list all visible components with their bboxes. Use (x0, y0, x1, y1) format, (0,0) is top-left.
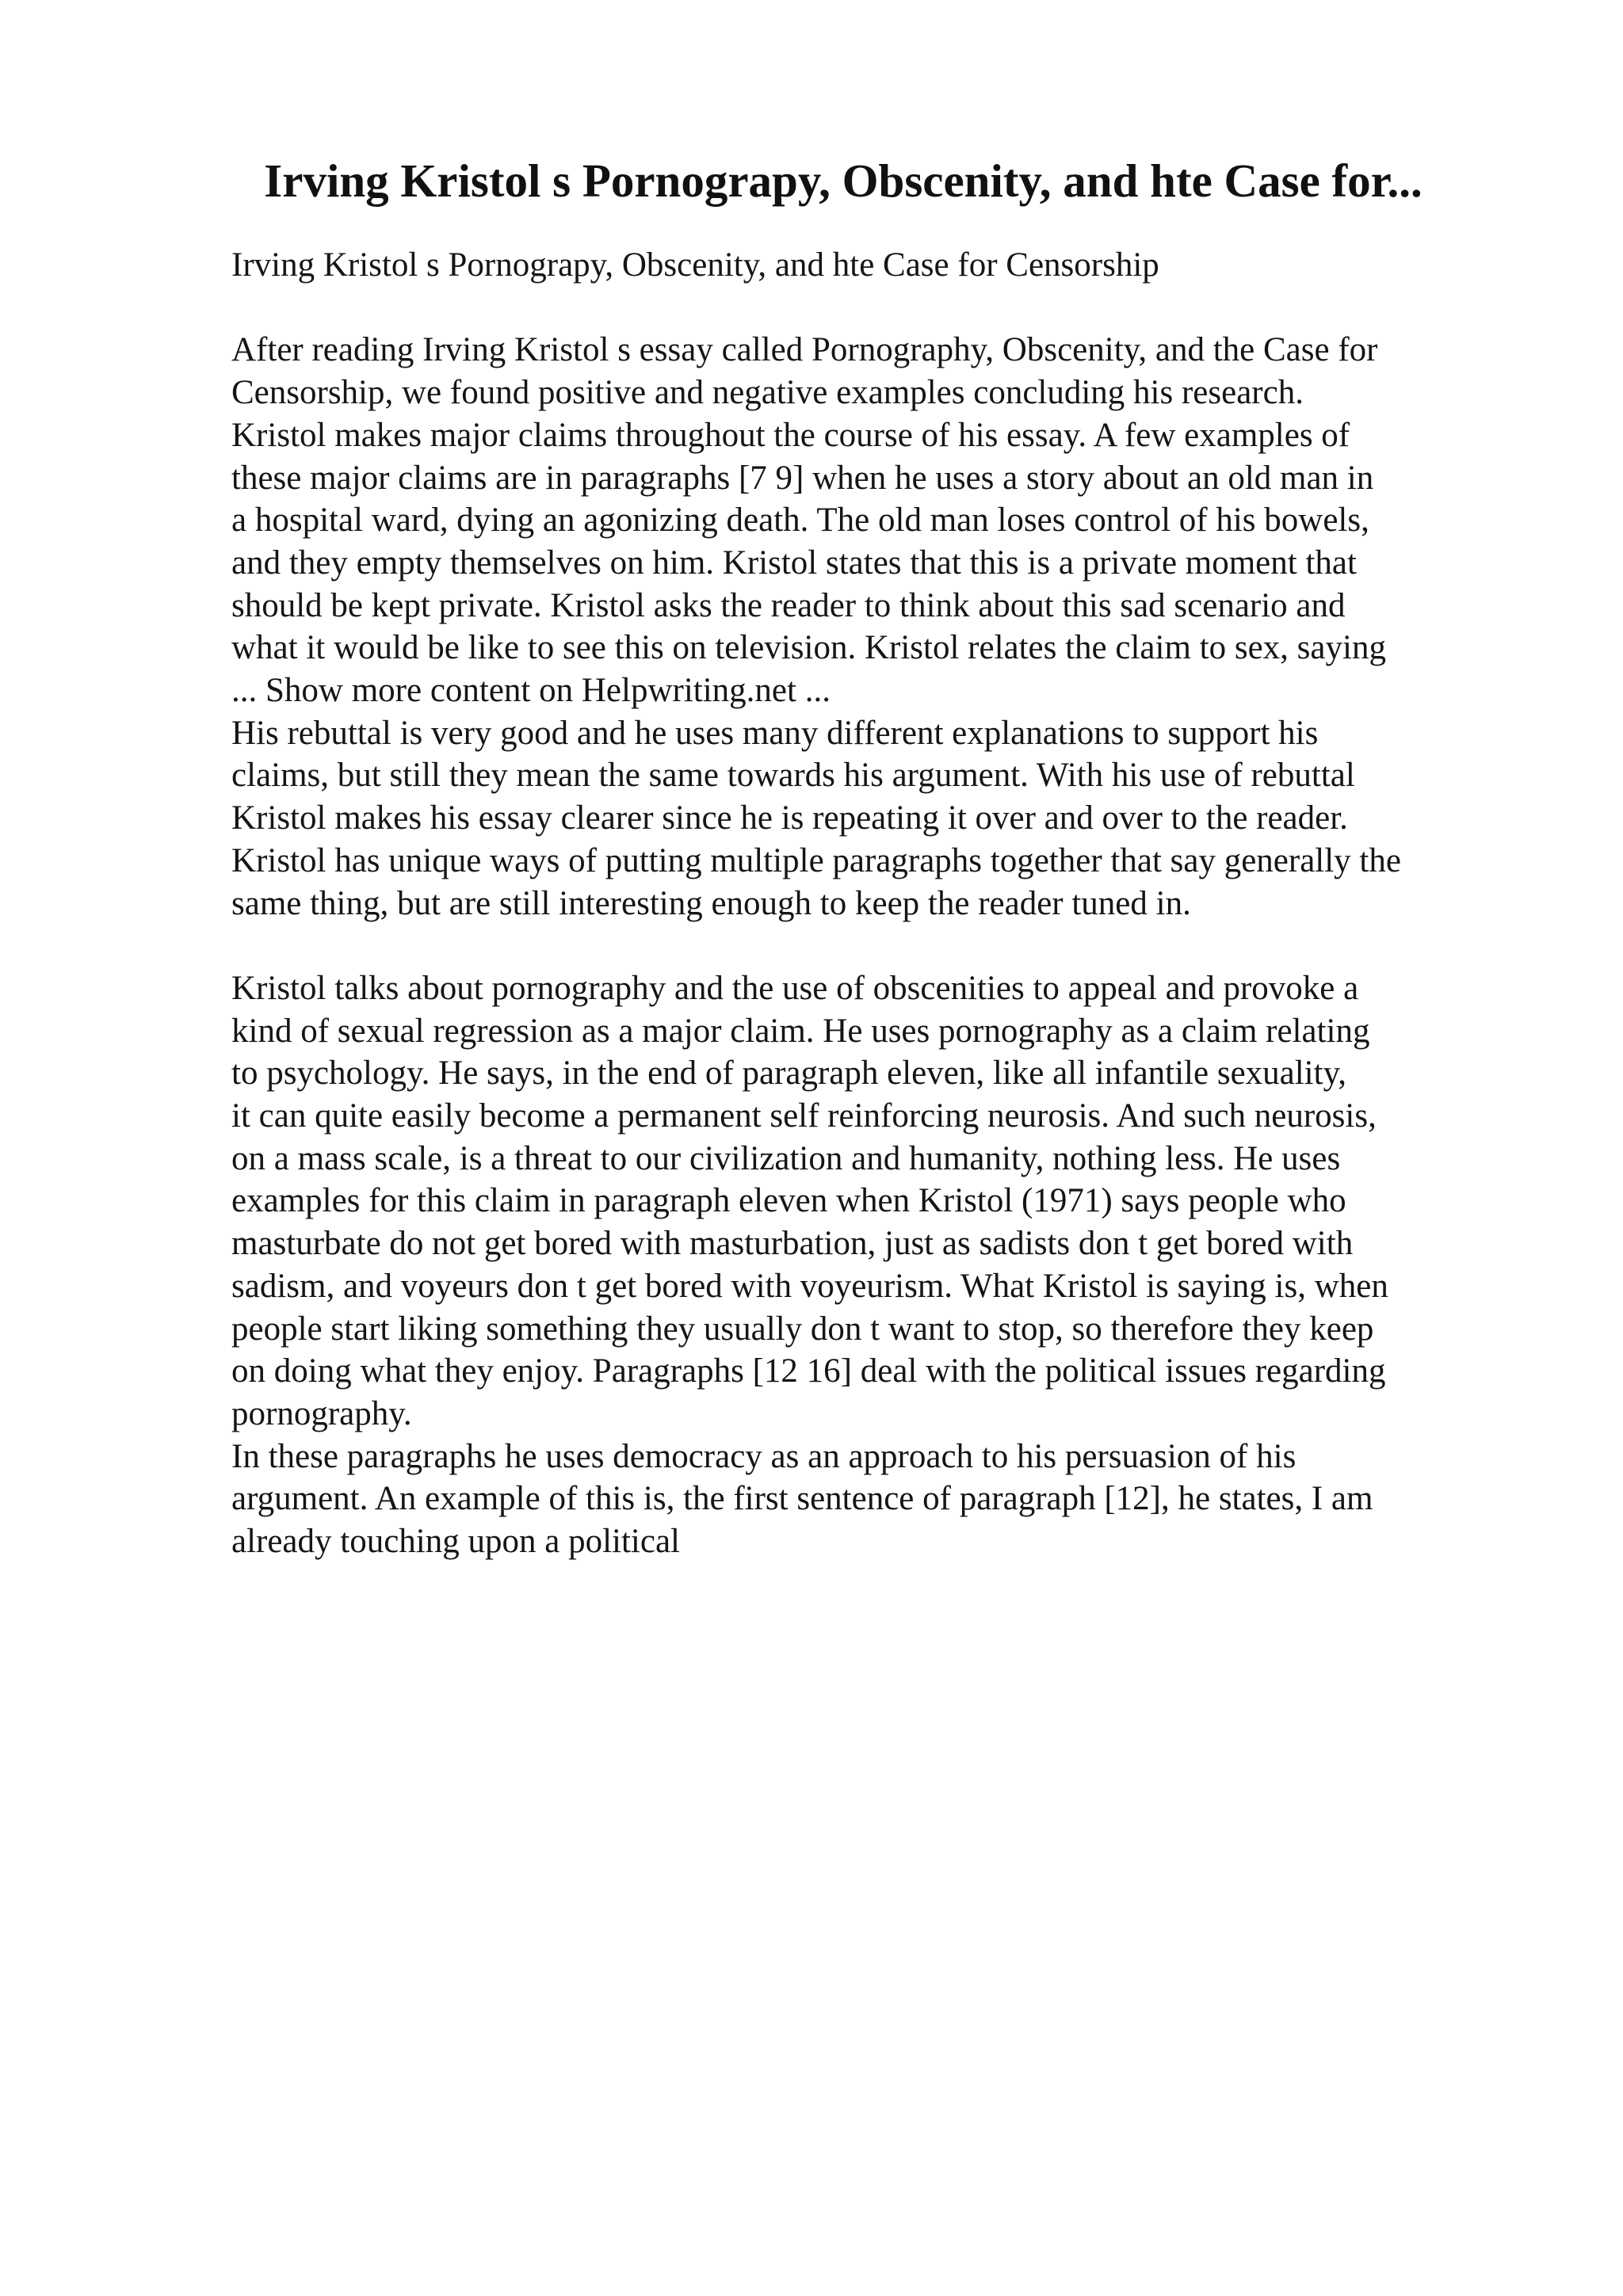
text-line: After reading Irving Kristol s essay called Pornography, Obscenity, and the Case for (231, 331, 1378, 369)
text-line: In these paragraphs he uses democracy as an approach to his persuasion of his (231, 1437, 1296, 1475)
text-line: and they empty themselves on him. Kristol states that this is a private moment that (231, 543, 1357, 582)
text-line: these major claims are in paragraphs [7 9] when he uses a story about an old man in (231, 459, 1374, 497)
text-line: people start liking something they usually don t want to stop, so therefore they keep (231, 1310, 1374, 1348)
text-line: kind of sexual regression as a major claim. He uses pornography as a claim relating (231, 1012, 1370, 1050)
text-line: on doing what they enjoy. Paragraphs [12 16] deal with the political issues regarding (231, 1352, 1386, 1390)
text-line: pornography. (231, 1394, 412, 1432)
text-line: claims, but still they mean the same towards his argument. With his use of rebuttal (231, 757, 1355, 795)
paragraph-3 (231, 967, 1515, 1436)
text-line: Kristol makes his essay clearer since he is repeating it over and over to the reader. (231, 799, 1348, 837)
text-line: Kristol makes major claims throughout the course of his essay. A few examples of (231, 416, 1350, 454)
text-line: His rebuttal is very good and he uses many different explanations to support his (231, 714, 1319, 752)
text-line: masturbate do not get bored with masturbation, just as sadists don t get bored with (231, 1225, 1354, 1263)
text-line: Kristol talks about pornography and the use of obscenities to appeal and provoke a (231, 969, 1359, 1007)
paragraph-2 (231, 712, 1515, 925)
text-line: sadism, and voyeurs don t get bored with voyeurism. What Kristol is saying is, when (231, 1267, 1388, 1305)
text-line: a hospital ward, dying an agonizing death. The old man loses control of his bowels, (231, 502, 1369, 540)
document-subtitle: Irving Kristol s Pornograpy, Obscenity, and hte Case for Censorship (231, 246, 1159, 284)
text-line: to psychology. He says, in the end of paragraph eleven, like all infantile sexuality, (231, 1055, 1347, 1093)
text-line: Censorship, we found positive and negative examples concluding his research. (231, 374, 1304, 412)
text-line: already touching upon a political (231, 1523, 680, 1561)
text-line: on a mass scale, is a threat to our civilization and humanity, nothing less. He uses (231, 1139, 1341, 1177)
text-line: what it would be like to see this on television. Kristol relates the claim to sex, saying (231, 629, 1386, 667)
document-title: Irving Kristol s Pornograpy, Obscenity, and hte Case for... (264, 154, 1423, 207)
show-more-note: ... Show more content on Helpwriting.net ... (231, 672, 831, 710)
document-body (231, 244, 1515, 1563)
paragraph-1 (231, 329, 1515, 711)
text-line: should be kept private. Kristol asks the reader to think about this sad scenario and (231, 586, 1346, 624)
text-line: argument. An example of this is, the first sentence of paragraph [12], he states, I am (231, 1480, 1373, 1518)
text-line: examples for this claim in paragraph eleven when Kristol (1971) says people who (231, 1182, 1346, 1220)
text-line: same thing, but are still interesting enough to keep the reader tuned in. (231, 884, 1191, 922)
text-line: Kristol has unique ways of putting multiple paragraphs together that say generally the (231, 841, 1401, 879)
text-line: it can quite easily become a permanent self reinforcing neurosis. And such neurosis, (231, 1097, 1377, 1135)
paragraph-4 (231, 1436, 1515, 1563)
